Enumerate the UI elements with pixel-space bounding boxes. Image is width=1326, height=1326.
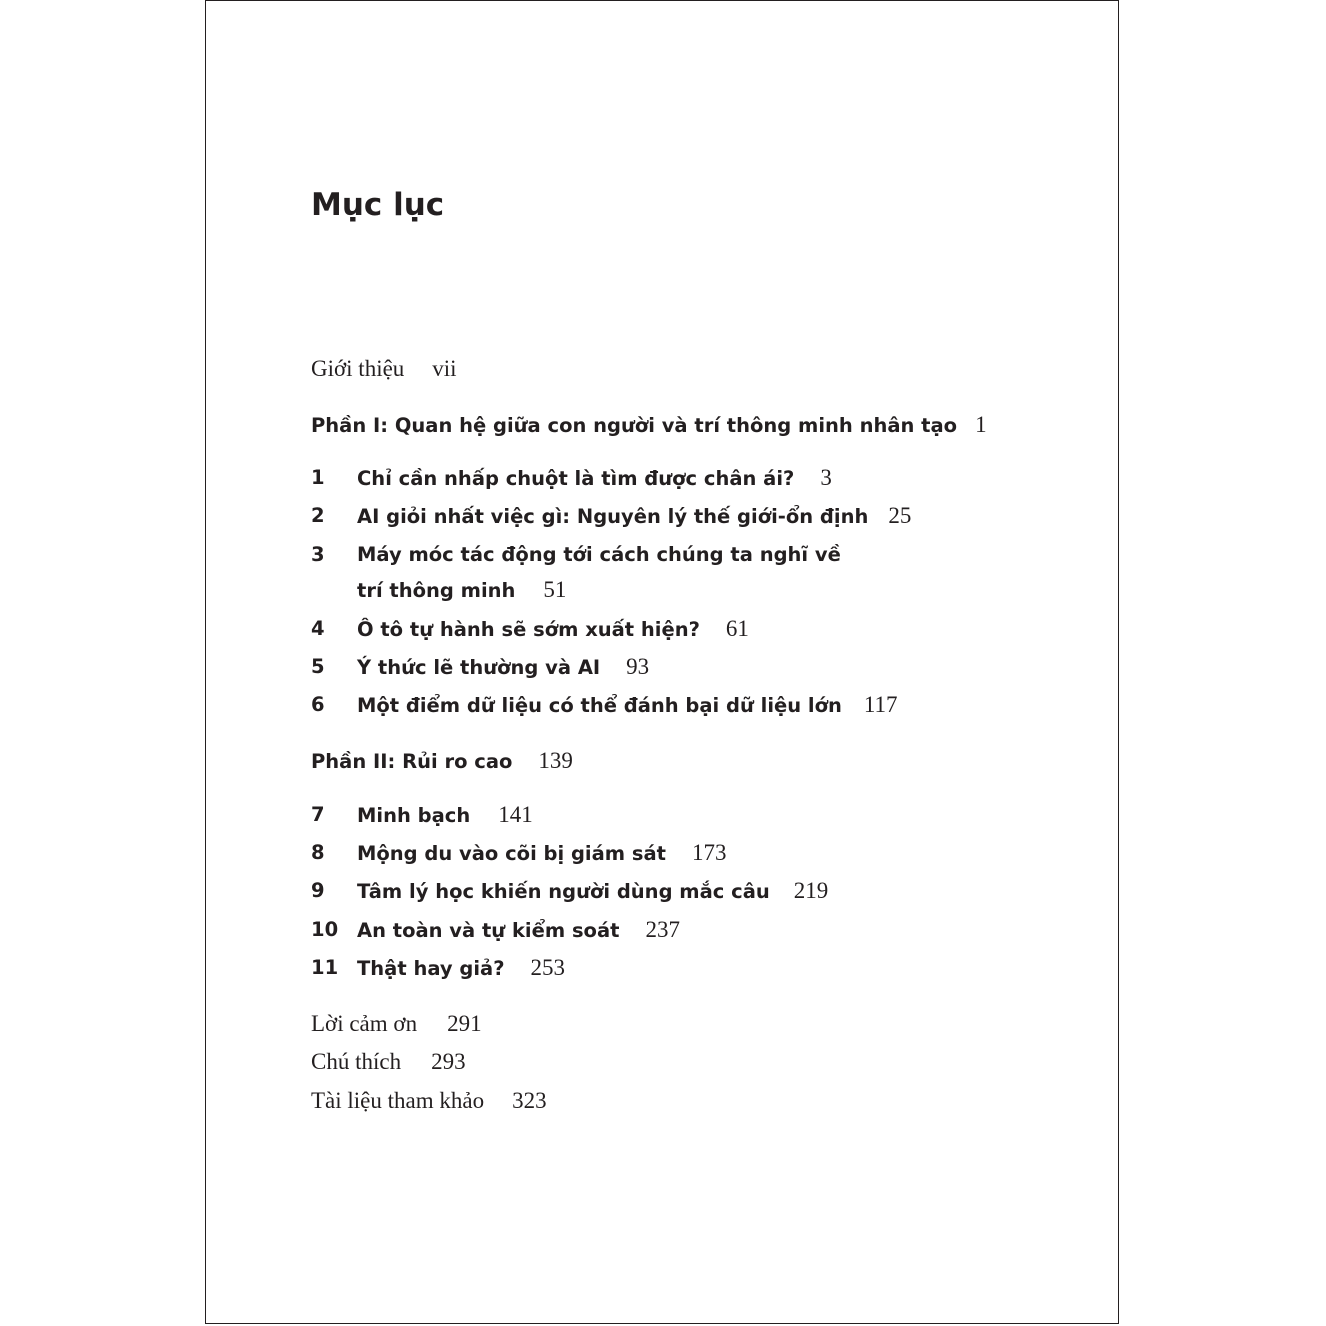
chapter-title: Tâm lý học khiến người dùng mắc câu	[357, 880, 770, 903]
toc-part-label: Phần I: Quan hệ giữa con người và trí thông minh nhân tạo	[311, 414, 958, 437]
chapter-title: AI giỏi nhất việc gì: Nguyên lý thế giới-ổn định	[357, 505, 869, 528]
chapter-title-cont: trí thông minh	[357, 579, 516, 602]
chapter-title: An toàn và tự kiểm soát	[357, 919, 620, 942]
toc-entry-acknowledgements	[311, 1009, 482, 1039]
toc-part-label: Phần II: Rủi ro cao	[311, 750, 513, 773]
chapter-title: Ô tô tự hành sẽ sớm xuất hiện?	[357, 618, 700, 641]
chapter-title: Máy móc tác động tới cách chúng ta nghĩ về	[357, 543, 841, 566]
chapter-page: 173	[691, 840, 727, 865]
toc-entry-label: Lời cảm ơn	[311, 1011, 418, 1036]
chapter-page: 61	[725, 616, 749, 641]
chapter-number: 9	[311, 879, 325, 902]
chapter-page: 141	[498, 802, 533, 827]
toc-entry-page: 291	[447, 1011, 482, 1036]
chapter-page: 117	[863, 692, 898, 717]
chapter-title: Một điểm dữ liệu có thể đánh bại dữ liệu lớn	[357, 694, 842, 717]
toc-part-page: 1	[975, 412, 987, 437]
toc-part-1	[311, 410, 987, 441]
chapter-page: 93	[626, 654, 650, 679]
toc-entry-page: 293	[431, 1049, 466, 1074]
chapter-title: Mộng du vào cõi bị giám sát	[357, 842, 666, 865]
chapter-page: 253	[530, 955, 566, 980]
chapter-page: 25	[888, 503, 912, 528]
chapter-number: 4	[311, 617, 325, 640]
chapter-page: 219	[793, 878, 829, 903]
chapter-number: 5	[311, 655, 325, 678]
chapter-title: Minh bạch	[357, 804, 471, 827]
toc-entry-label: Tài liệu tham khảo	[311, 1088, 485, 1113]
page-title: Mục lục	[311, 187, 445, 223]
chapter-number: 3	[311, 543, 325, 566]
chapter-page: 51	[543, 577, 567, 602]
chapter-title: Ý thức lẽ thường và AI	[357, 656, 601, 679]
toc-part-2	[311, 746, 573, 777]
chapter-number: 2	[311, 504, 325, 527]
toc-entry-label: Giới thiệu	[311, 356, 405, 381]
toc-part-page: 139	[538, 748, 573, 773]
chapter-title: Thật hay giả?	[357, 957, 505, 980]
toc-entry-label: Chú thích	[311, 1049, 402, 1074]
chapter-number: 10	[311, 918, 339, 941]
toc-entry-page: vii	[432, 356, 457, 381]
chapter-number: 11	[311, 956, 339, 979]
chapter-number: 1	[311, 466, 325, 489]
toc-entry-notes	[311, 1047, 466, 1077]
chapter-page: 3	[820, 465, 832, 490]
chapter-number: 6	[311, 693, 325, 716]
chapter-number: 8	[311, 841, 325, 864]
chapter-page: 237	[645, 917, 680, 942]
toc-entry-intro	[311, 354, 457, 384]
chapter-title: Chỉ cần nhấp chuột là tìm được chân ái?	[357, 467, 795, 490]
chapter-number: 7	[311, 803, 325, 826]
toc-entry-page: 323	[512, 1088, 547, 1113]
toc-entry-references	[311, 1086, 547, 1116]
